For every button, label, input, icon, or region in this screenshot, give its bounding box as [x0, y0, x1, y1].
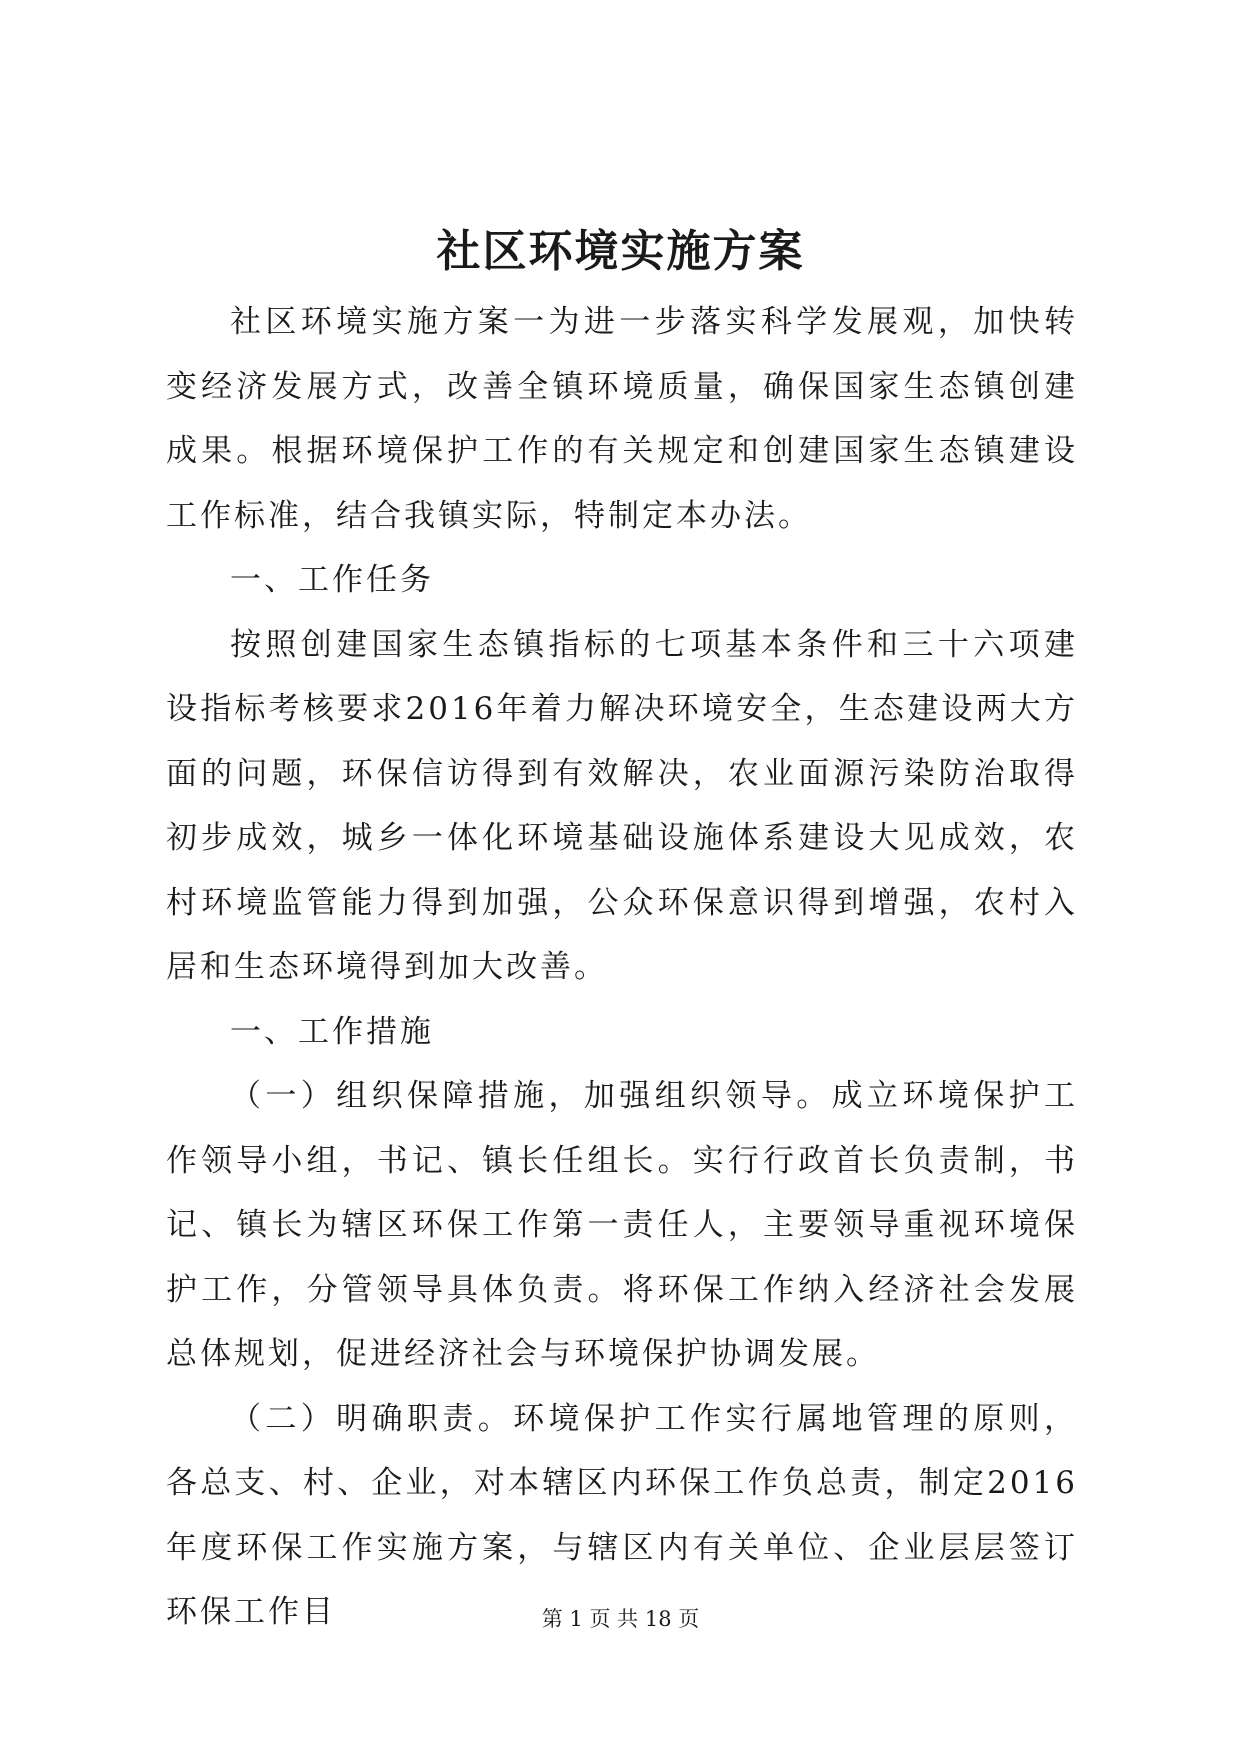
- document-body: [166, 290, 1078, 1645]
- document-title: 社区环境实施方案: [436, 226, 805, 277]
- section-heading-work-tasks: 一、工作任务: [230, 562, 434, 598]
- paragraph-measure-2: （二）明确职责。环境保护工作实行属地管理的原则，各总支、村、企业，对本辖区内环保工作负总责，制定2016年度环保工作实施方案，与辖区内有关单位、企业层层签订环保工作目: [166, 1400, 1078, 1630]
- paragraph-measure-1: （一）组织保障措施，加强组织领导。成立环境保护工作领导小组，书记、镇长任组长。实行行政首长负责制，书记、镇长为辖区环保工作第一责任人，主要领导重视环境保护工作，分管领导具体负责。将环保工作纳入经济社会发展总体规划，促进经济社会与环境保护协调发展。: [166, 1078, 1078, 1372]
- paragraph-intro: 社区环境实施方案一为进一步落实科学发展观，加快转变经济发展方式，改善全镇环境质量，确保国家生态镇创建成果。根据环境保护工作的有关规定和创建国家生态镇建设工作标准，结合我镇实际，特制定本办法。: [166, 304, 1078, 534]
- page-number-footer: 第 1 页 共 18 页: [541, 1607, 700, 1631]
- section-heading-work-measures: 一、工作措施: [230, 1013, 434, 1050]
- paragraph-work-tasks: 按照创建国家生态镇指标的七项基本条件和三十六项建设指标考核要求2016年着力解决环境安全，生态建设两大方面的问题，环保信访得到有效解决，农业面源污染防治取得初步成效，城乡一体化环境基础设施体系建设大见成效，农村环境监管能力得到加强，公众环保意识得到增强，农村入居和生态环境得到加大改善。: [166, 626, 1078, 985]
